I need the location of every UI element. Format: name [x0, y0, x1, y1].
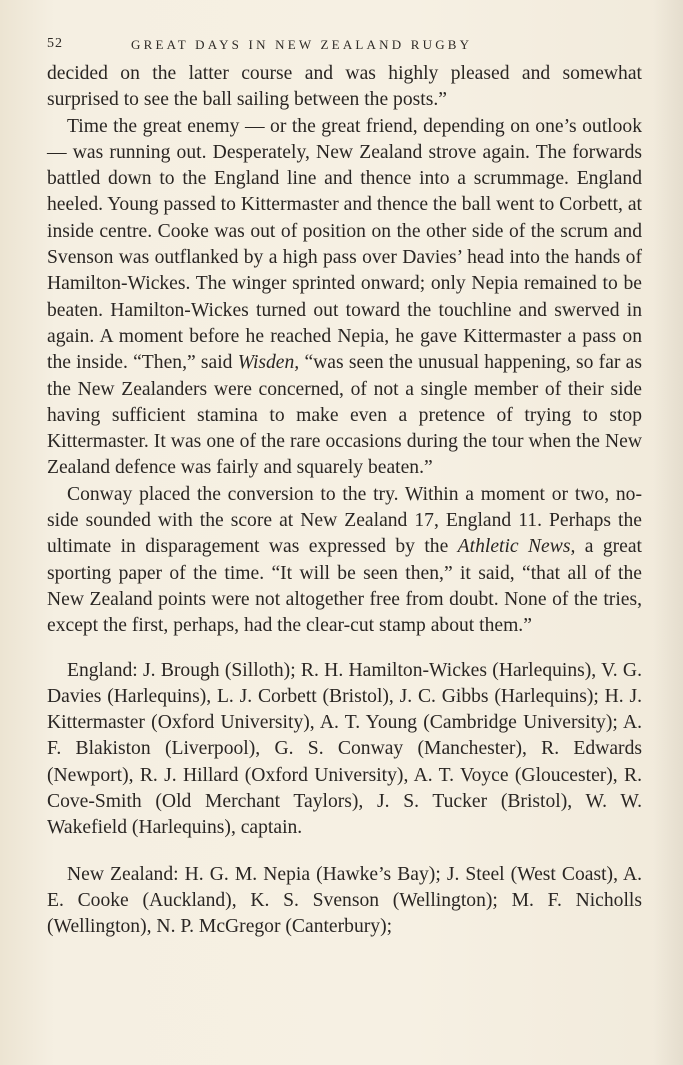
page-fold-shadow	[653, 0, 683, 1065]
paragraph-text: Time the great enemy — or the great friend, depending on one’s outlook — was running out. Desperately, New Zealand strove again. The forwards battled down to the England line and thence into a scrummage. England heeled. Young passed to Kittermaster and thence the ball went to Corbett, at inside centre. Cooke was out of position on the other side of the scrum and Svenson was outflanked by a high pass over Davies’ head into the hands of Hamilton-Wickes. The winger sprinted onward; only Nepia remained to be beaten. Hamilton-Wickes turned out toward the touchline and swerved in again. A moment before he reached Nepia, he gave Kittermaster a pass on the inside. “Then,” said	[47, 115, 642, 374]
italic-title-athletic-news: Athletic News,	[457, 536, 576, 558]
new-zealand-team-list: New Zealand: H. G. M. Nepia (Hawke’s Bay); J. Steel (West Coast), A. E. Cooke (Auckland), K. S. Svenson (Wellington); M. F. Nicholls (Wellington), N. P. McGregor (Canterbury);	[47, 863, 642, 938]
page-number: 52	[47, 36, 63, 51]
italic-title-wisden: Wisden,	[237, 352, 300, 374]
paragraph-final-try	[47, 114, 642, 482]
paragraph-continuation: decided on the latter course and was highly pleased and somewhat surprised to see the ball sailing between the posts.”	[47, 63, 642, 111]
running-title: GREAT DAYS IN NEW ZEALAND RUGBY	[131, 37, 473, 52]
england-team-list: England: J. Brough (Silloth); R. H. Hamilton-Wickes (Harlequins), V. G. Davies (Harlequins), L. J. Corbett (Bristol), J. C. Gibbs (Harlequins); H. J. Kittermaster (Oxford University), A. T. Young (Cambridge University); A. F. Blakiston (Liverpool), G. S. Conway (Manchester), R. Edwards (Newport), R. J. Hillard (Oxford University), A. T. Voyce (Gloucester), R. Cove-Smith (Old Merchant Taylors), J. S. Tucker (Bristol), W. W. Wakefield (Harlequins), captain.	[47, 659, 642, 839]
body-text	[47, 61, 642, 941]
paragraph-text: “was seen the unusual happening, so far as the New Zealanders were concerned, of not a single member of their side having sufficient stamina to make even a pretence of trying to stop Kittermaster. It was one of the rare occasions during the tour when the New Zealand defence was fairly and squarely beaten.”	[47, 352, 642, 479]
paragraph-text: Conway placed the conversion to the try. Within a moment or two, no-side sounded with the score at New Zealand 17, England 11. Perhaps the ultimate in disparagement was expressed by the	[47, 483, 642, 558]
paragraph-conversion	[47, 482, 642, 640]
paragraph-text: a great sporting paper of the time. “It will be seen then,” it said, “that all of the New Zealand points were not altogether free from doubt. None of the tries, except the first, perhaps, had the clear-cut stamp about them.”	[47, 536, 642, 637]
